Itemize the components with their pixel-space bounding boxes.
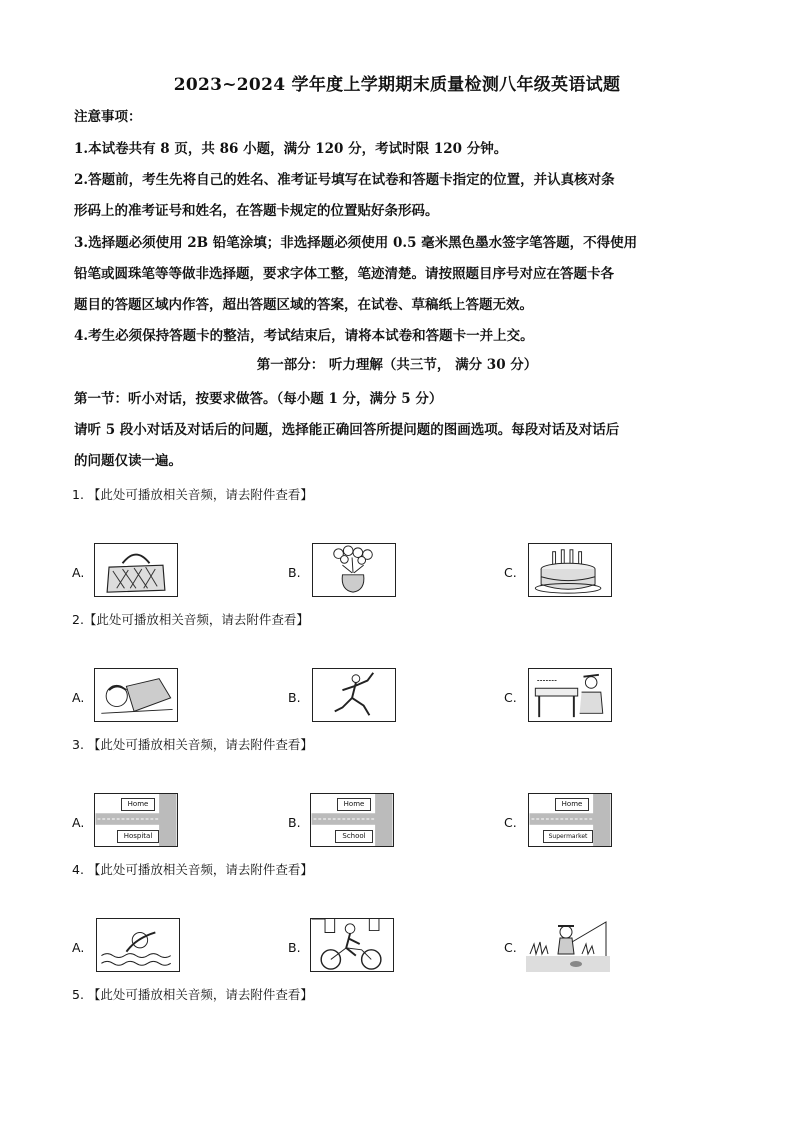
question-4-label: 4. 【此处可播放相关音频，请去附件查看】 — [72, 862, 313, 877]
notice-line: 形码上的准考证号和姓名，在答题卡规定的位置贴好条形码。 — [74, 203, 439, 219]
option-c-label[interactable]: C. — [504, 690, 517, 705]
instructions-line: 的问题仅读一遍。 — [74, 453, 182, 469]
section1-heading: 第一节：听小对话，按要求做答。（每小题 1 分，满分 5 分） — [74, 391, 443, 407]
option-b-label[interactable]: B. — [288, 565, 301, 580]
option-b-label[interactable]: B. — [288, 815, 301, 830]
option-b-label[interactable]: B. — [288, 690, 301, 705]
map-sign-hospital: Hospital — [117, 830, 159, 843]
sleeping-picture[interactable] — [94, 668, 178, 722]
map-picture[interactable] — [528, 793, 612, 847]
map-sign-home: Home — [337, 798, 371, 811]
notice-line: 4.考生必须保持答题卡的整洁，考试结束后，请将本试卷和答题卡一并上交。 — [74, 328, 534, 344]
handbag-picture[interactable] — [94, 543, 178, 597]
option-a-label[interactable]: A. — [72, 565, 85, 580]
map-sign-home: Home — [555, 798, 589, 811]
map-sign-school: School — [335, 830, 373, 843]
option-a-label[interactable]: A. — [72, 940, 85, 955]
question-3-label: 3. 【此处可播放相关音频，请去附件查看】 — [72, 737, 313, 752]
flowers-vase-picture[interactable] — [312, 543, 396, 597]
notice-line: 题目的答题区域内作答，超出答题区域的答案，在试卷、草稿纸上答题无效。 — [74, 297, 533, 313]
question-2-label: 2.【此处可播放相关音频，请去附件查看】 — [72, 612, 309, 627]
option-c-label[interactable]: C. — [504, 815, 517, 830]
birthday-cake-picture[interactable] — [528, 543, 612, 597]
part1-heading: 第一部分： 听力理解（共三节， 满分 30 分） — [256, 357, 538, 373]
notice-heading: 注意事项： — [74, 109, 142, 125]
option-b-label[interactable]: B. — [288, 940, 301, 955]
instructions-line: 请听 5 段小对话及对话后的问题，选择能正确回答所提问题的图画选项。每段对话及对话后 — [74, 422, 620, 438]
option-a-label[interactable]: A. — [72, 815, 85, 830]
cycling-picture[interactable] — [310, 918, 394, 972]
map-picture[interactable] — [94, 793, 178, 847]
question-5-label: 5. 【此处可播放相关音频，请去附件查看】 — [72, 987, 313, 1002]
option-c-label[interactable]: C. — [504, 940, 517, 955]
desk-work-picture[interactable] — [528, 668, 612, 722]
fishing-picture[interactable] — [526, 918, 610, 972]
map-picture[interactable] — [310, 793, 394, 847]
running-picture[interactable] — [312, 668, 396, 722]
option-c-label[interactable]: C. — [504, 565, 517, 580]
map-sign-home: Home — [121, 798, 155, 811]
option-a-label[interactable]: A. — [72, 690, 85, 705]
question-1-label: 1. 【此处可播放相关音频，请去附件查看】 — [72, 487, 313, 502]
notice-line: 1.本试卷共有 8 页，共 86 小题，满分 120 分，考试时限 120 分钟。 — [74, 141, 508, 157]
page-title: 2023~2024 学年度上学期期末质量检测八年级英语试题 — [173, 75, 621, 95]
map-sign-supermarket: Supermarket — [543, 830, 593, 843]
notice-line: 铅笔或圆珠笔等等做非选择题，要求字体工整，笔迹清楚。请按照题目序号对应在答题卡各 — [74, 266, 614, 282]
notice-line: 3.选择题必须使用 2B 铅笔涂填；非选择题必须使用 0.5 毫米黑色墨水签字笔答题，不得使用 — [74, 235, 638, 251]
swimming-picture[interactable] — [96, 918, 180, 972]
notice-line: 2.答题前，考生先将自己的姓名、准考证号填写在试卷和答题卡指定的位置，并认真核对条 — [74, 172, 615, 188]
